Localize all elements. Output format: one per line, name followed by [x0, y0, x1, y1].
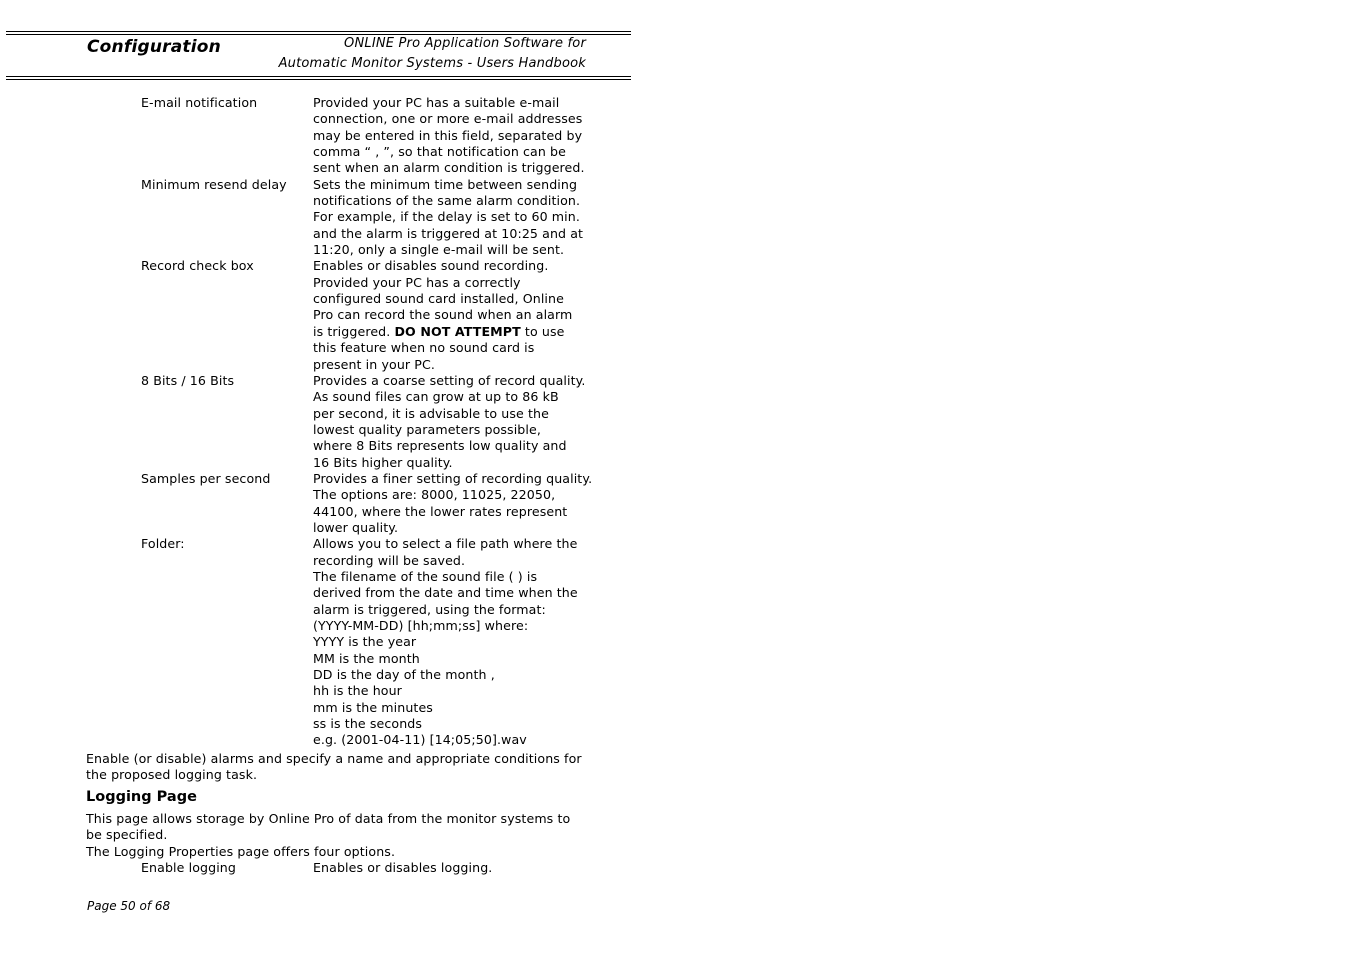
description-line: present in your PC.	[313, 356, 435, 372]
description-line: e.g. (2001-04-11) [14;05;50].wav	[313, 732, 527, 748]
document-title-line-2: Automatic Monitor Systems - Users Handbook	[278, 56, 586, 71]
description-line: The filename of the sound file ( ) is	[313, 568, 538, 584]
document-title-line-1: ONLINE Pro Application Software for	[344, 36, 586, 51]
description-line: (YYYY-MM-DD) [hh;mm;ss] where:	[313, 618, 529, 633]
description-line: As sound files can grow at up to 86 kB	[313, 389, 559, 405]
description-line: 11:20, only a single e-mail will be sent.	[313, 242, 565, 258]
description-line: derived from the date and time when the	[313, 585, 578, 601]
description-line: this feature when no sound card is	[313, 340, 535, 356]
definition-term: 8 Bits / 16 Bits	[141, 372, 235, 388]
alarms-intro-paragraph	[86, 751, 586, 784]
paragraph-line: the proposed logging task.	[86, 767, 258, 783]
description-line: comma “ , ”, so that notification can be	[313, 144, 566, 160]
description-line: where 8 Bits represents low quality and	[313, 438, 567, 454]
description-line: Sets the minimum time between sending	[313, 176, 578, 192]
description-line: Pro can record the sound when an alarm	[313, 307, 573, 323]
definition-description	[313, 373, 598, 471]
definition-term: Folder:	[141, 536, 185, 552]
description-line: YYYY is the year	[313, 634, 417, 650]
description-line: For example, if the delay is set to 60 min.	[313, 209, 580, 225]
definition-description	[313, 258, 598, 372]
definition-minimum-resend-delay	[141, 177, 601, 259]
definition-description	[313, 177, 598, 259]
page-number: Page 50 of 68	[87, 899, 171, 913]
definition-term: E-mail notification	[141, 95, 258, 110]
header-rule-top-1	[6, 31, 631, 32]
description-line: MM is the month	[313, 650, 420, 666]
definition-email-notification	[141, 95, 601, 177]
definition-term: Minimum resend delay	[141, 176, 287, 192]
warning-suffix: to use	[520, 323, 565, 339]
definition-bits	[141, 373, 601, 471]
description-line: ss is the seconds	[313, 716, 423, 732]
definition-folder	[141, 536, 601, 748]
description-line: per second, it is advisable to use the	[313, 405, 549, 421]
header-rule-top-2	[6, 34, 631, 35]
description-line: notifications of the same alarm condition.	[313, 193, 581, 209]
description-line: sent when an alarm condition is triggered.	[313, 160, 585, 176]
description-line: 16 Bits higher quality.	[313, 454, 453, 470]
description-line: 44100, where the lower rates represent	[313, 503, 568, 519]
description-line: DD is the day of the month ,	[313, 667, 495, 683]
warning-emphasis: DO NOT ATTEMPT	[394, 323, 521, 339]
description-line: alarm is triggered, using the format:	[313, 601, 546, 617]
description-line: The options are: 8000, 11025, 22050,	[313, 487, 556, 503]
description-line: lowest quality parameters possible,	[313, 421, 541, 437]
section-heading-logging-page: Logging Page	[86, 789, 197, 805]
description-line: configured sound card installed, Online	[313, 291, 564, 307]
definition-enable-logging	[141, 860, 598, 876]
paragraph-line: This page allows storage by Online Pro of data from the monitor systems to	[86, 811, 571, 826]
description-line-warning	[313, 324, 598, 340]
description-line: recording will be saved.	[313, 552, 466, 568]
description-line: Provided your PC has a suitable e-mail	[313, 95, 560, 110]
description-line: hh is the hour	[313, 683, 402, 699]
definition-list	[141, 95, 601, 749]
definition-description: Enables or disables logging.	[313, 860, 493, 875]
definition-description	[313, 536, 598, 748]
description-line: Provided your PC has a correctly	[313, 274, 521, 290]
definition-term: Samples per second	[141, 470, 271, 486]
logging-paragraph	[86, 811, 586, 860]
paragraph-line: The Logging Properties page offers four options.	[86, 843, 396, 859]
definition-term: Record check box	[141, 258, 254, 274]
description-line: Provides a coarse setting of record quality.	[313, 372, 586, 388]
description-line: mm is the minutes	[313, 699, 433, 715]
paragraph-line: be specified.	[86, 827, 168, 843]
description-line: lower quality.	[313, 519, 399, 535]
header-rule-bottom-1	[6, 76, 631, 77]
description-line: Allows you to select a file path where the	[313, 536, 578, 552]
definition-samples-per-second	[141, 471, 601, 536]
definition-term: Enable logging	[141, 860, 236, 875]
description-line: Enables or disables sound recording.	[313, 258, 549, 274]
header-rule-bottom-2	[6, 79, 631, 80]
warning-prefix: is triggered.	[313, 323, 395, 339]
description-line: Provides a finer setting of recording quality.	[313, 470, 593, 486]
page-section-title: Configuration	[87, 37, 221, 57]
definition-description	[313, 95, 598, 177]
definition-record-check-box	[141, 258, 601, 372]
description-line: connection, one or more e-mail addresses	[313, 111, 583, 127]
description-line: may be entered in this field, separated by	[313, 127, 583, 143]
paragraph-line: Enable (or disable) alarms and specify a name and appropriate conditions for	[86, 751, 582, 766]
description-line: and the alarm is triggered at 10:25 and at	[313, 225, 584, 241]
definition-description	[313, 471, 598, 536]
